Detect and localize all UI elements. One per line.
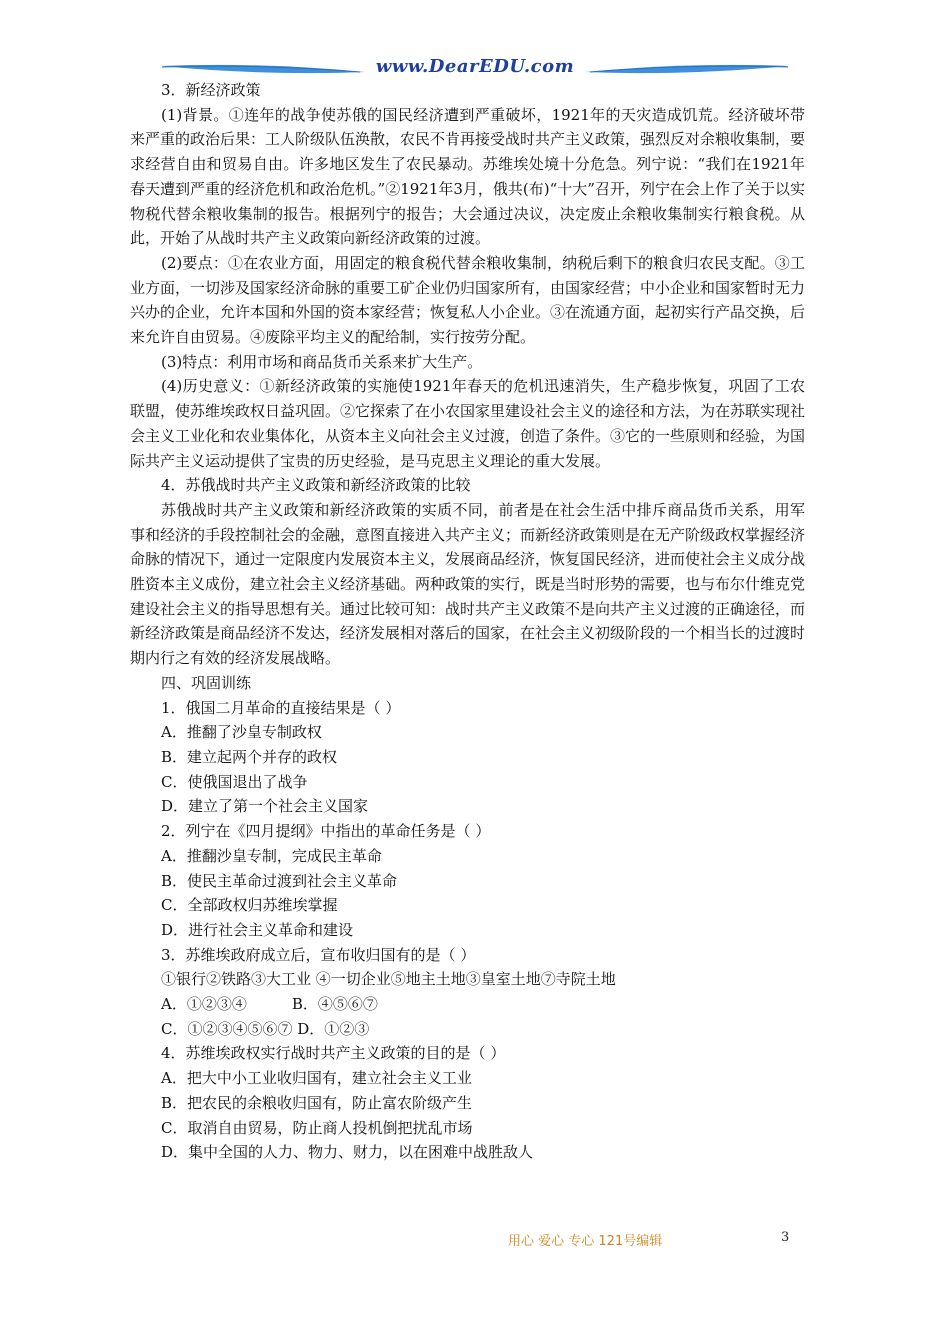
paragraph: 3．苏维埃政府成立后，宣布收归国有的是（ ） (161, 945, 476, 964)
paragraph: A．推翻了沙皇专制政权 (161, 723, 322, 742)
paragraph: C．全部政权归苏维埃掌握 (161, 896, 338, 915)
paragraph: 苏俄战时共产主义政策和新经济政策的实质不同，前者是在社会生活中排斥商品货币关系，用军事和经济的手段控制社会的金融，意图直接进入共产主义；而新经济政策则是在无产阶级政权掌握经济命脉的情况下，通过一定限度内发展资本主义，发展商品经济，恢复国民经济，进而使社会主义成分战胜资本主义成份，建立社会主义经济基础。两种政策的实行，既是当时形势的需要，也与布尔什维克党建设社会主义的指导思想有关。通过比较可知：战时共产主义政策不是向共产主义过渡的正确途径，而新经济政策是商品经济不发达，经济发展相对落后的国家，在社会主义初级阶段的一个相当长的过渡时期内行之有效的经济发展战略。 (130, 500, 806, 668)
paragraph: D．集中全国的人力、物力、财力，以在困难中战胜敌人 (161, 1143, 534, 1162)
site-url: www.DearEDU.com (375, 56, 575, 77)
paragraph: 1．俄国二月革命的直接结果是（ ） (161, 698, 401, 717)
paragraph: (1)背景。①连年的战争使苏俄的国民经济遭到严重破坏，1921年的天灾造成饥荒。经济破坏带来严重的政治后果：工人阶级队伍涣散，农民不肯再接受战时共产主义政策，强烈反对余粮收集制，要求经营自由和贸易自由。许多地区发生了农民暴动。苏维埃处境十分危急。列宁说：“我们在1921年春天遭到严重的经济危机和政治危机。”②1921年3月，俄共(布)“十大”召开，列宁在会上作了关于以实物税代替余粮收集制的报告。根据列宁的报告；大会通过决议，决定废止余粮收集制实行粮食税。从此，开始了从战时共产主义政策向新经济政策的过渡。 (130, 105, 806, 248)
paragraph: B．使民主革命过渡到社会主义革命 (161, 871, 398, 890)
paragraph: D．建立了第一个社会主义国家 (161, 797, 369, 816)
document-body (130, 78, 805, 1165)
paragraph: D．进行社会主义革命和建设 (161, 920, 354, 939)
footer-text: 用心 爱心 专心 121号编辑 (508, 1234, 663, 1249)
paragraph: ①银行②铁路③大工业 ④一切企业⑤地主土地③皇室土地⑦寺院土地 (161, 970, 616, 989)
paragraph: B．建立起两个并存的政权 (161, 747, 338, 766)
paragraph: (3)特点：利用市场和商品货币关系来扩大生产。 (161, 352, 483, 371)
page-number: 3 (781, 1230, 790, 1245)
paragraph: (2)要点：①在农业方面，用固定的粮食税代替余粮收集制，纳税后剩下的粮食归农民支配。③工业方面，一切涉及国家经济命脉的重要工矿企业仍归国家所有，由国家经营；中小企业和国家暂时无力兴办的企业，允许本国和外国的资本家经营；恢复私人小企业。③在流通方面，起初实行产品交换，后来允许自由贸易。④废除平均主义的配给制，实行按劳分配。 (130, 253, 806, 347)
paragraph: 2．列宁在《四月提纲》中指出的革命任务是（ ） (161, 822, 491, 841)
paragraph: C．使俄国退出了战争 (161, 772, 308, 791)
paragraph: C．取消自由贸易，防止商人投机倒把扰乱市场 (161, 1118, 473, 1137)
paragraph: 四、巩固训练 (161, 673, 252, 692)
paragraph: 4．苏俄战时共产主义政策和新经济政策的比较 (161, 476, 471, 495)
paragraph: (4)历史意义：①新经济政策的实施使1921年春天的危机迅速消失，生产稳步恢复，巩固了工农联盟，使苏维埃政权日益巩固。②它探索了在小农国家里建设社会主义的途径和方法，为在苏联实现社会主义工业化和农业集体化，从资本主义向社会主义过渡，创造了条件。③它的一些原则和经验，为国际共产主义运动提供了宝贵的历史经验，是马克思主义理论的重大发展。 (130, 377, 806, 470)
paragraph: C．①②③④⑤⑥⑦ D．①②③ (161, 1019, 370, 1038)
paragraph: 4．苏维埃政权实行战时共产主义政策的目的是（ ） (161, 1044, 506, 1063)
paragraph: A．①②③④ B．④⑤⑥⑦ (161, 995, 378, 1014)
paragraph: 3．新经济政策 (161, 81, 261, 99)
paragraph: B．把农民的余粮收归国有，防止富农阶级产生 (161, 1093, 473, 1112)
paragraph: A．把大中小工业收归国有，建立社会主义工业 (161, 1069, 472, 1088)
paragraph: A．推翻沙皇专制，完成民主革命 (161, 846, 382, 865)
